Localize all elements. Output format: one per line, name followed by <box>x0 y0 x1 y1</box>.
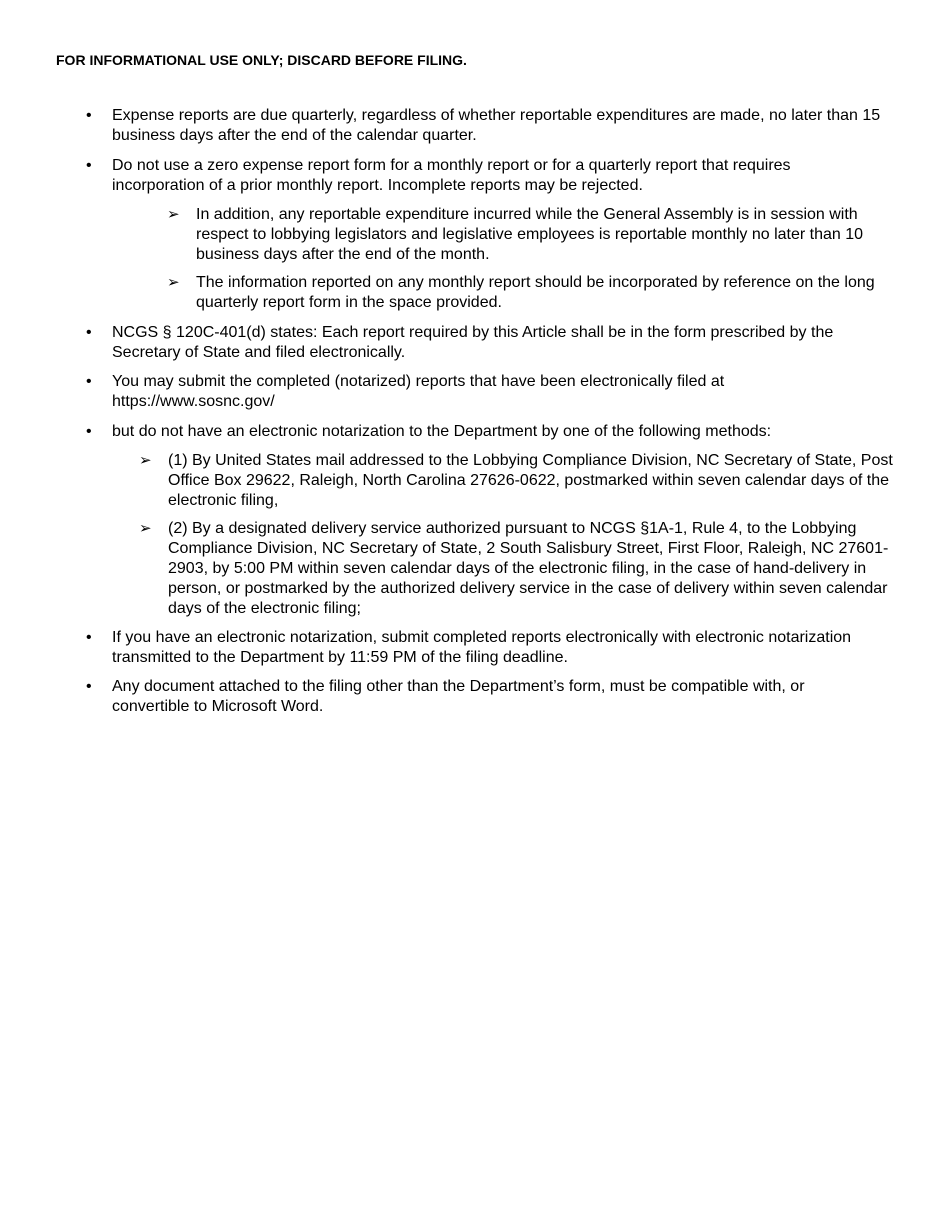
sub-list-item <box>139 451 894 511</box>
list-item <box>86 677 886 717</box>
list-item-text: You may submit the completed (notarized) reports that have been electronically filed at https://www.sosnc.gov/ <box>112 373 725 410</box>
bullet-icon: • <box>86 423 92 440</box>
list-item-text: but do not have an electronic notarization to the Department by one of the following methods: <box>112 423 772 440</box>
bullet-icon: • <box>86 629 92 646</box>
list-item-text: In addition, any reportable expenditure incurred while the General Assembly is in session with respect to lobbying legislators and legislative employees is reportable monthly no later than 10 business days after the end of the month. <box>196 206 864 263</box>
list-item <box>86 156 886 196</box>
arrow-bullet-icon: ➢ <box>167 206 180 223</box>
list-item-text: (2) By a designated delivery service authorized pursuant to NCGS §1A-1, Rule 4, to the Lobbying Compliance Division, NC Secretary of State, 2 South Salisbury Street, First Floor, Raleigh, NC 27601-2903, by 5:00 PM within seven calendar days of the electronic filing, in the case of hand-delivery in person, or postmarked by the authorized delivery service in the case of delivery within seven calendar days of the electronic filing; <box>168 520 889 617</box>
list-item-text: Any document attached to the filing other than the Department’s form, must be compatible with, or convertible to Microsoft Word. <box>112 678 805 715</box>
list-item-text: (1) By United States mail addressed to the Lobbying Compliance Division, NC Secretary of State, Post Office Box 29622, Raleigh, North Carolina 27626-0622, postmarked within seven calendar days of the electronic filing, <box>168 452 893 509</box>
list-item <box>86 372 886 412</box>
bullet-icon: • <box>86 157 92 174</box>
list-item <box>86 628 886 668</box>
bullet-icon: • <box>86 324 92 341</box>
sub-list-item <box>167 273 887 313</box>
arrow-bullet-icon: ➢ <box>167 274 180 291</box>
page-title: FOR INFORMATIONAL USE ONLY; DISCARD BEFORE FILING. <box>56 52 467 68</box>
arrow-bullet-icon: ➢ <box>139 452 152 469</box>
list-item-text: The information reported on any monthly report should be incorporated by reference on the long quarterly report form in the space provided. <box>196 274 875 311</box>
list-item <box>86 422 886 442</box>
bullet-icon: • <box>86 373 92 390</box>
list-item-text: If you have an electronic notarization, submit completed reports electronically with electronic notarization transmitted to the Department by 11:59 PM of the filing deadline. <box>112 629 852 666</box>
arrow-bullet-icon: ➢ <box>139 520 152 537</box>
list-item-text: Expense reports are due quarterly, regardless of whether reportable expenditures are made, no later than 15 business days after the end of the calendar quarter. <box>112 107 881 144</box>
list-item <box>86 323 886 363</box>
bullet-icon: • <box>86 107 92 124</box>
sub-list-item <box>167 205 887 265</box>
sub-list-item <box>139 519 894 619</box>
bullet-icon: • <box>86 678 92 695</box>
list-item <box>86 106 886 146</box>
list-item-text: Do not use a zero expense report form for a monthly report or for a quarterly report that requires incorporation of a prior monthly report. Incomplete reports may be rejected. <box>112 157 791 194</box>
list-item-text: NCGS § 120C-401(d) states: Each report required by this Article shall be in the form prescribed by the Secretary of State and filed electronically. <box>112 324 834 361</box>
